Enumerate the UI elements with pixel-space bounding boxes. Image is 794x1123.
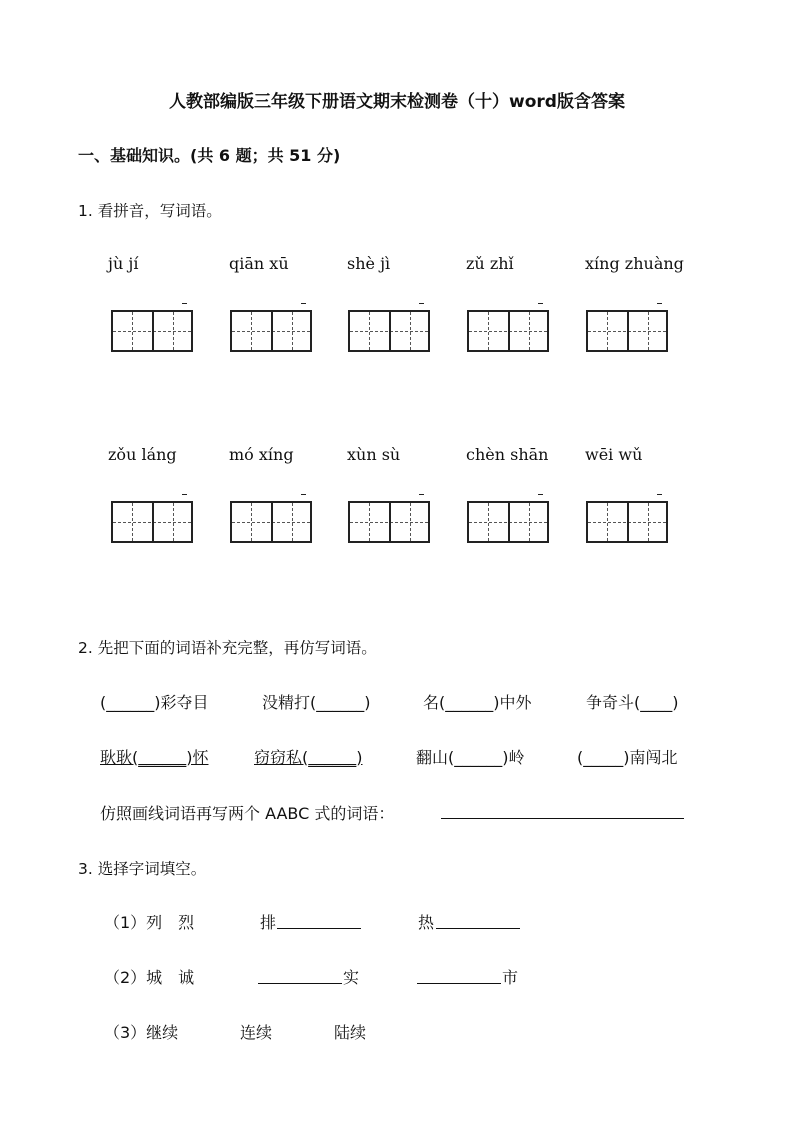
writing-grid[interactable] <box>586 501 668 543</box>
question-3-label: 3. 选择字词填空。 <box>78 860 207 878</box>
pinyin-label: xíng zhuàng <box>585 254 684 273</box>
option-pair: （2）城 诚 <box>104 968 195 987</box>
tick-mark <box>182 303 187 304</box>
fill-prefix: 排 <box>260 913 277 932</box>
pinyin-label: qiān xū <box>229 254 289 273</box>
writing-grid[interactable] <box>230 501 312 543</box>
idiom-fill-item[interactable]: (______)彩夺目 <box>100 693 209 712</box>
writing-grid[interactable] <box>111 501 193 543</box>
pinyin-label: mó xíng <box>229 445 294 464</box>
tick-mark <box>301 494 306 495</box>
option-word: 连续 <box>240 1023 273 1042</box>
fill-suffix: 市 <box>502 968 519 987</box>
idiom-fill-item[interactable]: 没精打(______) <box>262 693 371 712</box>
writing-grid[interactable] <box>348 501 430 543</box>
idiom-fill-item[interactable]: (_____)南闯北 <box>577 748 678 767</box>
tick-mark <box>657 303 662 304</box>
option-word: （3）继续 <box>104 1023 179 1042</box>
pinyin-label: shè jì <box>347 254 391 273</box>
option-word: 陆续 <box>334 1023 367 1042</box>
idiom-fill-item[interactable]: 窃窃私(______) <box>254 748 363 767</box>
tick-mark <box>419 494 424 495</box>
fill-suffix: 实 <box>343 968 360 987</box>
pinyin-label: chèn shān <box>466 445 549 464</box>
writing-grid[interactable] <box>348 310 430 352</box>
idiom-fill-item[interactable]: 争奇斗(____) <box>586 693 679 712</box>
writing-grid[interactable] <box>467 310 549 352</box>
tick-mark <box>538 494 543 495</box>
section-heading: 一、基础知识。(共 6 题；共 51 分) <box>78 146 341 165</box>
answer-blank[interactable] <box>277 914 361 929</box>
tick-mark <box>657 494 662 495</box>
pinyin-label: zǔ zhǐ <box>466 254 514 273</box>
tick-mark <box>419 303 424 304</box>
page-title: 人教部编版三年级下册语文期末检测卷（十）word版含答案 <box>169 92 625 112</box>
question-2-label: 2. 先把下面的词语补充完整，再仿写词语。 <box>78 639 377 657</box>
fill-prefix: 热 <box>418 913 435 932</box>
tick-mark <box>182 494 187 495</box>
pinyin-label: zǒu láng <box>108 445 177 464</box>
answer-blank[interactable] <box>417 969 501 984</box>
writing-grid[interactable] <box>586 310 668 352</box>
tick-mark <box>538 303 543 304</box>
pinyin-label: wēi wǔ <box>585 445 643 464</box>
answer-blank[interactable] <box>436 914 520 929</box>
imitate-prompt: 仿照画线词语再写两个 AABC 式的词语： <box>100 804 395 823</box>
answer-blank[interactable] <box>258 969 342 984</box>
question-1-label: 1. 看拼音，写词语。 <box>78 202 222 220</box>
writing-grid[interactable] <box>111 310 193 352</box>
tick-mark <box>301 303 306 304</box>
option-pair: （1）列 烈 <box>104 913 195 932</box>
writing-grid[interactable] <box>230 310 312 352</box>
idiom-fill-item[interactable]: 耿耿(______)怀 <box>100 748 209 767</box>
pinyin-label: jù jí <box>108 254 139 273</box>
idiom-fill-item[interactable]: 名(______)中外 <box>423 693 532 712</box>
writing-grid[interactable] <box>467 501 549 543</box>
answer-blank[interactable] <box>441 804 684 819</box>
pinyin-label: xùn sù <box>347 445 401 464</box>
idiom-fill-item[interactable]: 翻山(______)岭 <box>416 748 525 767</box>
